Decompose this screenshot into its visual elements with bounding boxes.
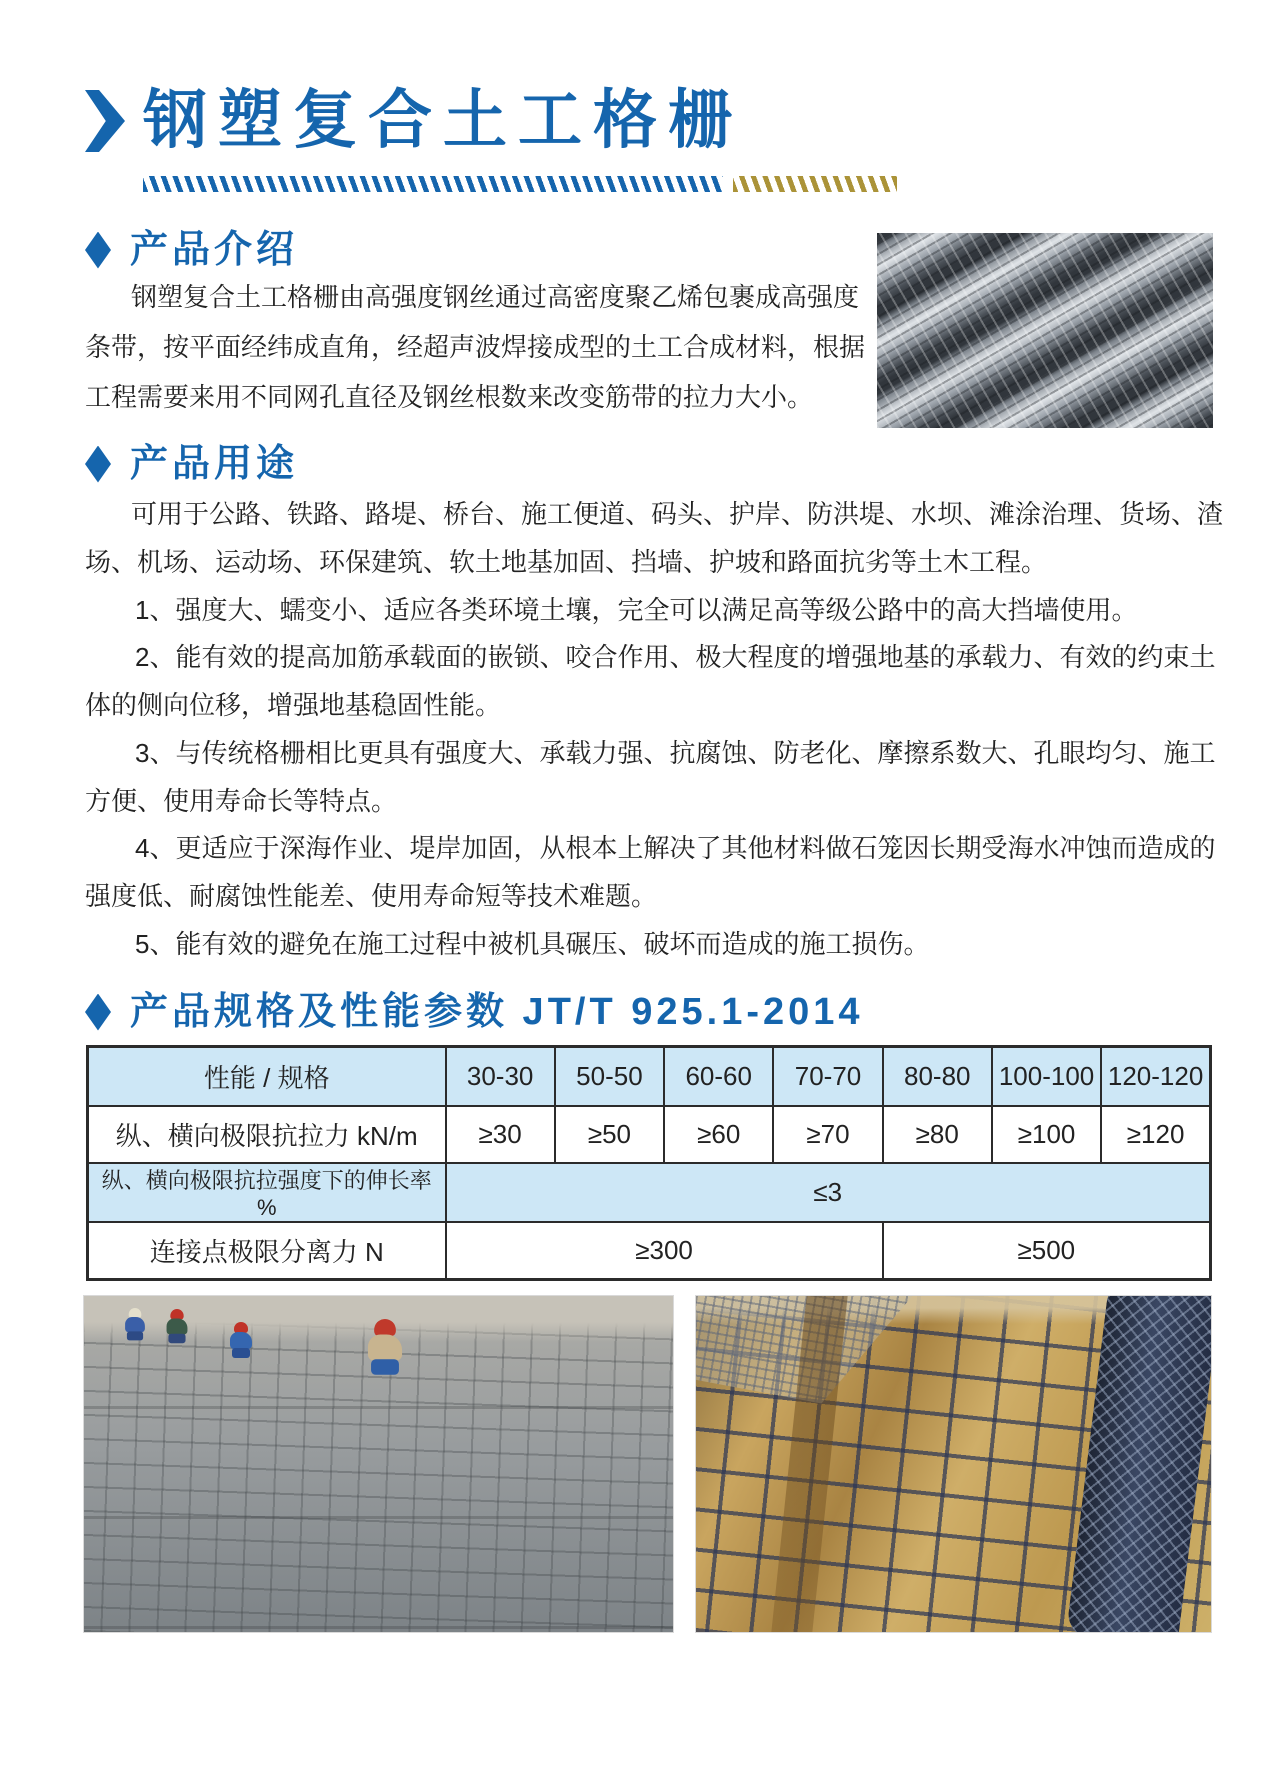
intro-heading: 产品介绍 [130,229,299,271]
worker-figure [365,1319,405,1381]
col-header: 60-60 [664,1047,773,1107]
cell-value: ≤3 [446,1163,1211,1222]
geogrid-roll-edge [1066,1295,1212,1633]
hatched-divider [143,176,897,192]
col-header: 70-70 [773,1047,882,1107]
intro-paragraph [85,272,890,422]
usage-line: 3、与传统格栅相比更具有强度大、承载力强、抗腐蚀、防老化、摩擦系数大、孔眼均匀、施工 [135,737,1216,768]
col-header: 120-120 [1101,1047,1210,1107]
section-heading-intro [85,230,298,270]
usage-line: 强度低、耐腐蚀性能差、使用寿命短等技术难题。 [85,881,658,911]
intro-line: 工程需要来用不同网孔直径及钢丝根数来改变筋带的拉力大小。 [85,382,814,412]
worker-figure [123,1308,146,1344]
intro-line: 条带，按平面经纬成直角，经超声波焊接成型的土工合成材料，根据 [85,332,866,362]
usage-line: 场、机场、运动场、环保建筑、软土地基加固、挡墙、护坡和路面抗劣等土木工程。 [85,546,1048,577]
diamond-bullet-icon [85,446,111,483]
cell-value: ≥100 [992,1106,1101,1163]
diamond-bullet-icon [85,994,111,1031]
spec-table [86,1045,1212,1281]
cell-value: ≥70 [773,1106,882,1163]
col-header: 30-30 [446,1047,555,1107]
worker-figure [228,1322,254,1362]
cell-value: ≥500 [883,1222,1211,1280]
usage-line: 1、强度大、蠕变小、适应各类环境土壤，完全可以满足高等级公路中的高大挡墙使用。 [135,594,1138,625]
hatch-stripe-blue [143,176,723,192]
cell-value: ≥60 [664,1106,773,1163]
row-label: 连接点极限分离力 N [88,1222,446,1280]
col-header: 80-80 [883,1047,992,1107]
spec-table-wrapper [86,1045,1212,1281]
table-row-junction [88,1222,1211,1280]
page-header [85,84,743,158]
usage-line: 5、能有效的避免在施工过程中被机具碾压、破坏而造成的施工损伤。 [135,928,930,959]
table-header-row [88,1047,1211,1107]
arrow-right-icon [85,90,125,152]
table-row-elongation [88,1163,1211,1222]
page-title: 钢塑复合土工格栅 [143,85,743,156]
diamond-bullet-icon [85,232,111,269]
cell-value: ≥50 [555,1106,664,1163]
photo-construction-site [83,1295,674,1633]
section-heading-specs [85,992,864,1032]
section-heading-usage [85,444,298,484]
col-header: 100-100 [992,1047,1101,1107]
photo-geogrid-rolls [877,233,1213,428]
cell-value: ≥30 [446,1106,555,1163]
intro-line: 钢塑复合土工格栅由高强度钢丝通过高密度聚乙烯包裹成高强度 [131,282,860,312]
usage-heading: 产品用途 [130,443,299,485]
col-header: 50-50 [555,1047,664,1107]
hatch-stripe-gold [733,176,897,192]
specs-heading: 产品规格及性能参数 JT/T 925.1-2014 [130,991,864,1033]
table-row-tensile [88,1106,1211,1163]
photo-geogrid-on-soil [695,1295,1212,1633]
cell-value: ≥300 [446,1222,883,1280]
worker-figure [165,1309,190,1347]
usage-paragraphs [85,491,1240,969]
usage-line: 体的侧向位移，增强地基稳固性能。 [85,690,502,720]
col-header: 性能 / 规格 [88,1047,446,1107]
usage-line: 方便、使用寿命长等特点。 [85,785,398,816]
usage-line: 4、更适应于深海作业、堤岸加固，从根本上解决了其他材料做石笼因长期受海水冲蚀而造成的 [135,833,1216,864]
usage-line: 2、能有效的提高加筋承载面的嵌锁、咬合作用、极大程度的增强地基的承载力、有效的约束土 [135,642,1216,673]
row-label: 纵、横向极限抗拉力 kN/m [88,1106,446,1163]
cell-value: ≥80 [883,1106,992,1163]
usage-line: 可用于公路、铁路、路堤、桥台、施工便道、码头、护岸、防洪堤、水坝、滩涂治理、货场、渣 [131,499,1224,529]
row-label: 纵、横向极限抗拉强度下的伸长率 % [88,1163,446,1222]
cell-value: ≥120 [1101,1106,1210,1163]
